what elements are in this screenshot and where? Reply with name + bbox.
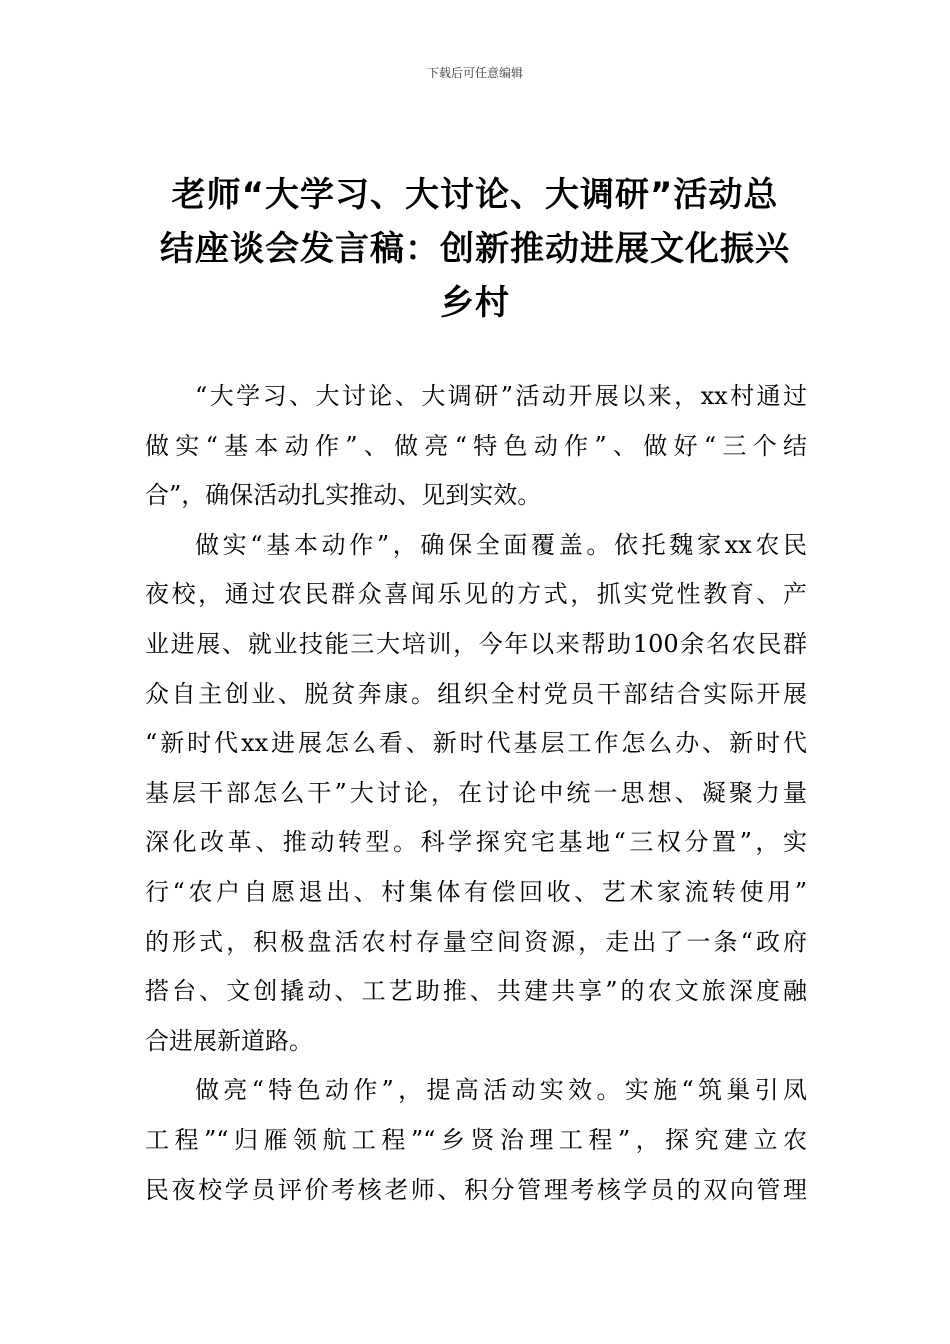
paragraph-line: 基层干部怎么干”大讨论，在讨论中统一思想、凝聚力量 <box>145 778 807 807</box>
paragraph-line: 行“农户自愿退出、村集体有偿回收、艺术家流转使用” <box>145 877 807 906</box>
page-header-note: 下载后可任意编辑 <box>426 66 523 80</box>
paragraph-line: 业进展、就业技能三大培训，今年以来帮助100余名农民群 <box>145 629 807 658</box>
paragraph-line: 合”，确保活动扎实推动、见到实效。 <box>145 481 542 510</box>
paragraph-line: “新时代xx进展怎么看、新时代基层工作怎么办、新时代 <box>145 729 807 758</box>
paragraph-line: 的形式，积极盘活农村存量空间资源，走出了一条“政府 <box>145 927 807 956</box>
paragraph-line: 民夜校学员评价考核老师、积分管理考核学员的双向管理 <box>145 1175 807 1204</box>
paragraph-line: 合进展新道路。 <box>145 1026 313 1055</box>
title-line: 老师“大学习、大讨论、大调研”活动总 <box>171 175 779 215</box>
document-title <box>140 168 810 330</box>
paragraph-line: 众自主创业、脱贫奔康。组织全村党员干部结合实际开展 <box>145 679 807 708</box>
paragraph-line: 做实“基本动作”，确保全面覆盖。依托魏家xx农民 <box>195 530 807 559</box>
title-line: 结座谈会发言稿：创新推动进展文化振兴 <box>160 229 790 269</box>
paragraph-line: 做实“基本动作”、做亮“特色动作”、做好“三个结 <box>145 431 807 460</box>
paragraph-line: 做亮“特色动作”，提高活动实效。实施“筑巢引凤 <box>195 1076 807 1105</box>
paragraph-line: 搭台、文创撬动、工艺助推、共建共享”的农文旅深度融 <box>145 977 807 1006</box>
paragraph-line: 深化改革、推动转型。科学探究宅基地“三权分置”，实 <box>145 828 807 857</box>
title-line: 乡村 <box>440 283 510 323</box>
paragraph-line: “大学习、大讨论、大调研”活动开展以来，xx村通过 <box>195 382 807 410</box>
paragraph-line: 工程”“归雁领航工程”“乡贤治理工程”，探究建立农 <box>145 1125 807 1154</box>
paragraph-line: 夜校，通过农民群众喜闻乐见的方式，抓实党性教育、产 <box>145 580 807 609</box>
document-body <box>145 372 807 1215</box>
